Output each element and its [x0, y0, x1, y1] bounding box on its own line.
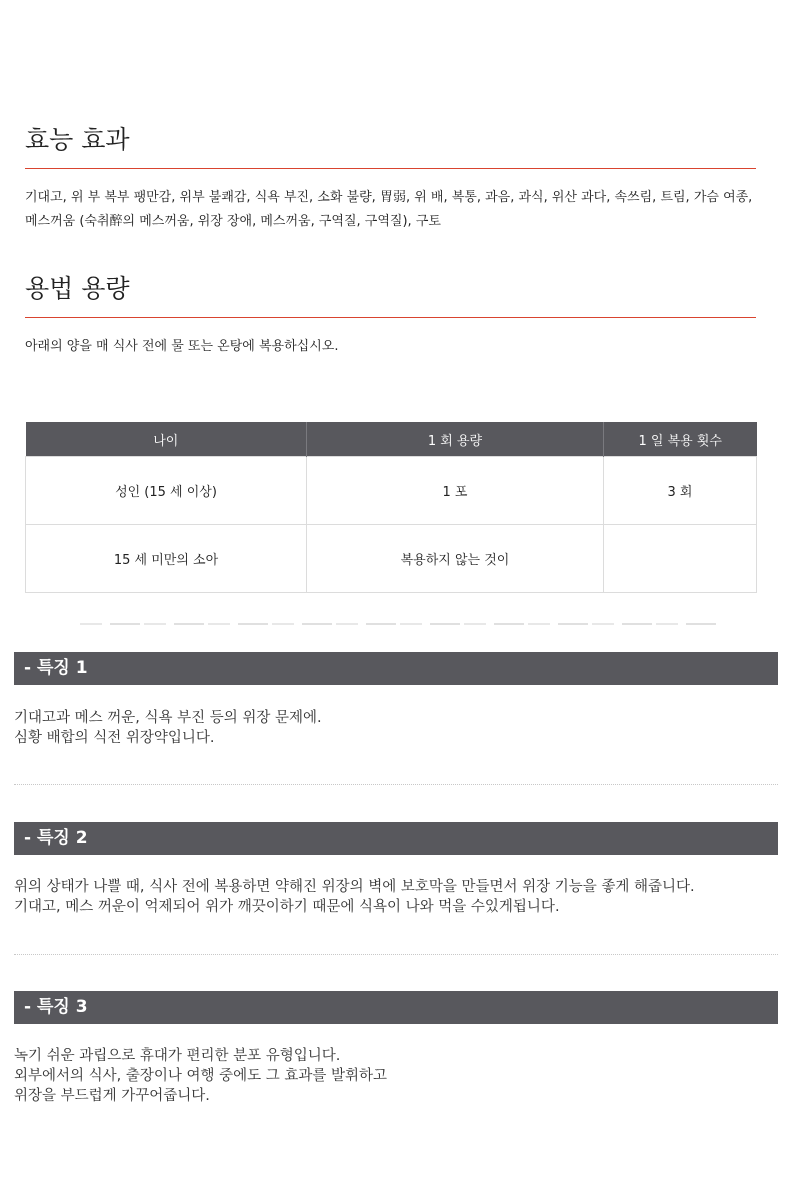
feature-3-line: 녹기 쉬운 과립으로 휴대가 편리한 분포 유형입니다. [14, 1048, 341, 1064]
feature-1-line: 기대고과 메스 꺼운, 식욕 부진 등의 위장 문제에. [14, 710, 322, 726]
dotted-divider [14, 954, 778, 955]
table-cell: 성인 (15 세 이상) [26, 457, 307, 525]
feature-2-text [14, 877, 784, 917]
feature-3-header: - 특징 3 [14, 991, 778, 1024]
feature-2-header: - 특징 2 [14, 822, 778, 855]
dosage-table-header-row [26, 422, 757, 457]
dosage-title: 용법 용량 [25, 274, 130, 303]
efficacy-text: 기대고, 위 부 복부 팽만감, 위부 불쾌감, 식욕 부진, 소화 불량, 胃弱, 위 배, 복통, 과음, 과식, 위산 과다, 속쓰림, 트림, 가슴 여종, 메스꺼움 (숙취醉의 메스꺼움, 위장 장애, 메스꺼움, 구역질, 구역질), 구토 [25, 190, 753, 229]
table-cell: 1 포 [307, 457, 604, 525]
feature-3-text [14, 1046, 784, 1106]
feature-1-line: 심황 배합의 식전 위장약입니다. [14, 730, 215, 746]
table-cell [604, 525, 757, 593]
feature-2-line: 기대고, 메스 꺼운이 억제되어 위가 깨끗이하기 때문에 식욕이 나와 먹을 수있게됩니다. [14, 899, 560, 915]
dosage-divider [25, 317, 756, 318]
dosage-text: 아래의 양을 매 식사 전에 물 또는 온탕에 복용하십시오. [25, 339, 339, 354]
feature-3-line: 위장을 부드럽게 가꾸어줍니다. [14, 1088, 210, 1104]
feature-1-header: - 특징 1 [14, 652, 778, 685]
header-daily-frequency: 1 일 복용 횟수 [604, 422, 757, 457]
feature-3-line: 외부에서의 식사, 출장이나 여행 중에도 그 효과를 발휘하고 [14, 1068, 388, 1084]
efficacy-title: 효능 효과 [25, 125, 130, 154]
table-cell: 복용하지 않는 것이 [307, 525, 604, 593]
table-cell: 15 세 미만의 소아 [26, 525, 307, 593]
section-separator [80, 623, 720, 625]
table-cell: 3 회 [604, 457, 757, 525]
dotted-divider [14, 784, 778, 785]
table-row [26, 457, 757, 525]
header-age: 나이 [26, 422, 307, 457]
efficacy-divider [25, 168, 756, 169]
feature-1-text [14, 708, 784, 748]
dosage-table [25, 422, 757, 593]
table-row [26, 525, 757, 593]
feature-2-line: 위의 상태가 나쁠 때, 식사 전에 복용하면 약해진 위장의 벽에 보호막을 만들면서 위장 기능을 좋게 해줍니다. [14, 879, 695, 895]
header-single-dose: 1 회 용량 [307, 422, 604, 457]
